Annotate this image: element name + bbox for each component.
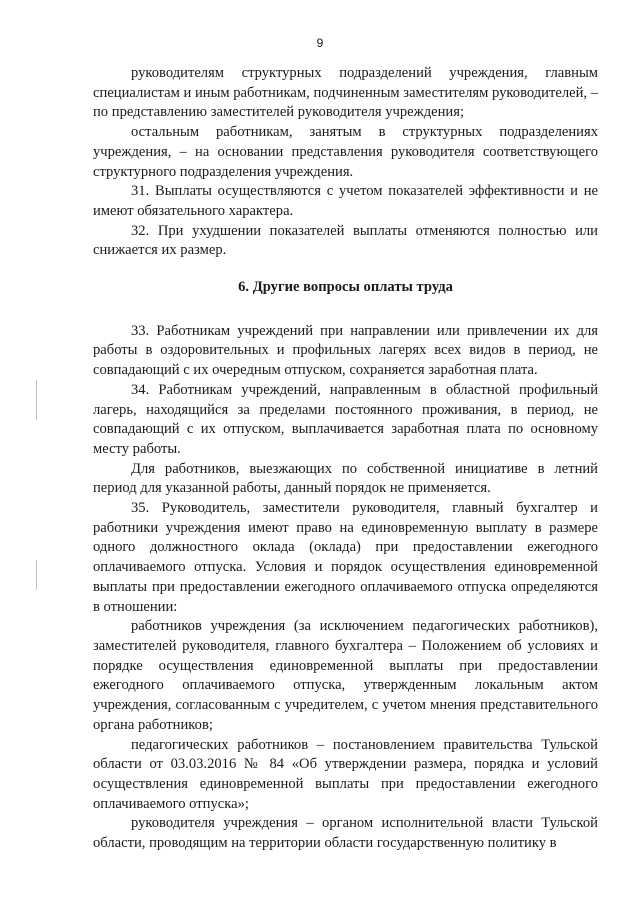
scan-margin-mark: [36, 380, 37, 420]
paragraph: 34. Работникам учреждений, направленным в областной профильный лагерь, находящийся за пределами постоянного проживания, в период, не совпадающий с их отпуском, выплачивается заработная плата по основному месту работы.: [93, 381, 598, 457]
paragraph: педагогических работников – постановлением правительства Тульской области от 03.03.2016 № 84 «Об утверждении размера, порядка и условий осуществления единовременной выплаты при предоставлении ежегодного оплачиваемого отпуска»;: [93, 736, 598, 812]
page-number: 9: [316, 36, 324, 50]
paragraph: руководителям структурных подразделений учреждения, главным специалистам и иным работникам, подчиненным заместителям руководителей, – по представлению заместителей руководителя учреждения;: [93, 65, 598, 121]
paragraph: Для работников, выезжающих по собственной инициативе в летний период для указанной работы, данный порядок не применяется.: [93, 460, 598, 497]
paragraph: руководителя учреждения – органом исполнительной власти Тульской области, проводящим на территории области государственную политику в: [93, 815, 598, 852]
scan-margin-mark: [36, 560, 37, 590]
paragraph: 35. Руководитель, заместители руководителя, главный бухгалтер и работники учреждения имеют право на единовременную выплату в размере одного должностного оклада (оклада) при предоставлении ежегодного оплачиваемого отпуска. Условия и порядок осуществления единовременной выплаты при предоставлении ежегодного оплачиваемого отпуска определяются в отношении:: [93, 500, 598, 615]
paragraph: 31. Выплаты осуществляются с учетом показателей эффективности и не имеют обязательного характера.: [93, 183, 598, 219]
section-heading: 6. Другие вопросы оплаты труда: [238, 279, 453, 296]
paragraph: 33. Работникам учреждений при направлении или привлечении их для работы в оздоровительных и профильных лагерях всех видов в период, не совпадающий с их очередным отпуском, сохраняется заработная плата.: [93, 322, 598, 379]
document-body: [93, 64, 598, 854]
paragraph: 32. При ухудшении показателей выплаты отменяются полностью или снижается их размер.: [93, 222, 598, 259]
paragraph: работников учреждения (за исключением педагогических работников), заместителей руководителя, главного бухгалтера – Положением об условиях и порядке осуществления единовременной выплаты при предоставлении ежегодного оплачиваемого отпуска, утвержденным локальным актом учреждения, согласованным с учредителем, с учетом мнения представительного органа работников;: [93, 618, 598, 733]
paragraph: остальным работникам, занятым в структурных подразделениях учреждения, – на основании представления руководителя соответствующего структурного подразделения учреждения.: [93, 124, 598, 180]
